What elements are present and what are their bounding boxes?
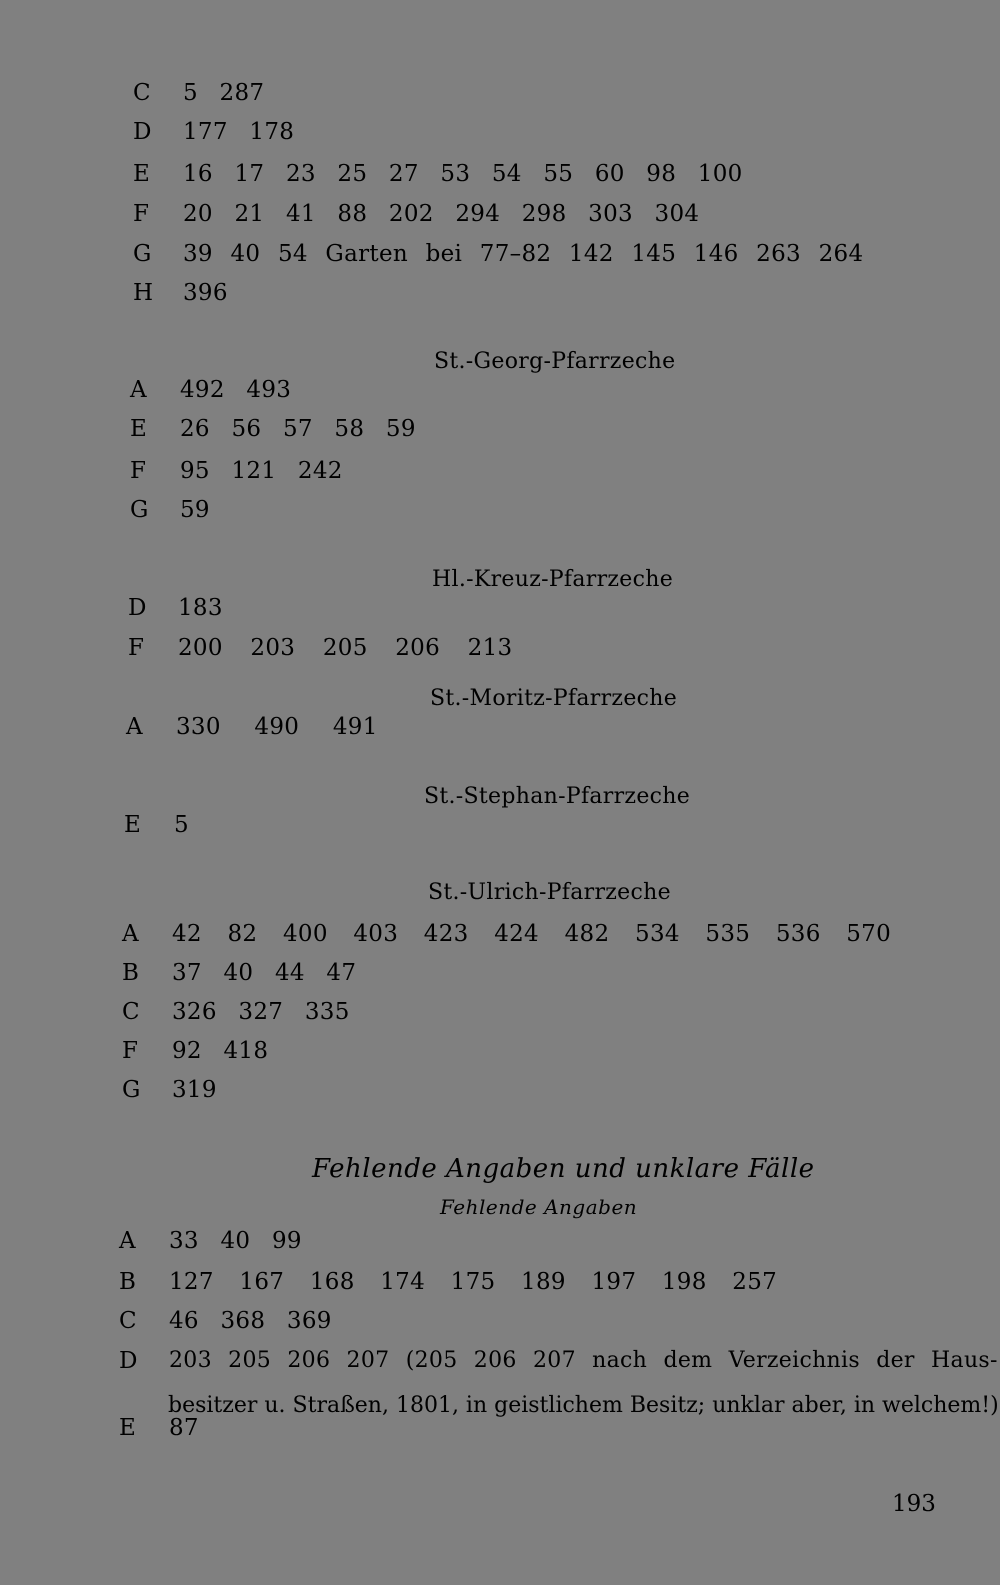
row-numbers: 39 40 54 Garten bei 77–82 142 145 146 263 264 (183, 241, 864, 267)
row-numbers: 326 327 335 (172, 999, 350, 1025)
row-numbers: 319 (172, 1077, 217, 1103)
row-letter: A (130, 377, 147, 403)
row-numbers: 492 493 (180, 377, 292, 403)
row-letter: B (122, 960, 140, 986)
section-heading-ulrich: St.-Ulrich-Pfarrzeche (428, 880, 671, 905)
row-numbers: 37 40 44 47 (172, 960, 357, 986)
section-heading-moritz: St.-Moritz-Pfarrzeche (430, 686, 678, 711)
row-numbers: 33 40 99 (169, 1228, 302, 1254)
row-numbers: 5 287 (183, 80, 265, 106)
section-title-missing: Fehlende Angaben und unklare Fälle (312, 1154, 815, 1184)
row-letter: G (122, 1077, 141, 1103)
section-heading-georg: St.-Georg-Pfarrzeche (434, 349, 676, 374)
page-number: 193 (892, 1491, 936, 1517)
row-letter: G (130, 497, 149, 523)
row-numbers: 16 17 23 25 27 53 54 55 60 98 100 (183, 161, 743, 187)
section-subtitle-missing: Fehlende Angaben (440, 1195, 638, 1219)
row-letter: E (124, 812, 142, 838)
row-letter: C (133, 80, 151, 106)
row-letter: B (119, 1269, 137, 1295)
row-numbers: 42 82 400 403 423 424 482 534 535 536 570 (172, 921, 892, 947)
row-numbers: 59 (180, 497, 210, 523)
section-heading-kreuz: Hl.-Kreuz-Pfarrzeche (432, 567, 674, 592)
row-letter: A (126, 714, 143, 740)
row-numbers: 26 56 57 58 59 (180, 416, 416, 442)
row-numbers: 330 490 491 (176, 714, 378, 740)
row-numbers: 20 21 41 88 202 294 298 303 304 (183, 201, 700, 227)
row-letter: E (119, 1415, 137, 1441)
row-letter: D (133, 119, 152, 145)
row-numbers: 95 121 242 (180, 458, 343, 484)
row-letter: E (130, 416, 148, 442)
row-numbers: 46 368 369 (169, 1308, 332, 1334)
row-letter: F (128, 635, 145, 661)
row-letter: D (128, 595, 147, 621)
row-letter: F (122, 1038, 139, 1064)
row-letter: A (119, 1228, 136, 1254)
row-numbers: 200 203 205 206 213 (178, 635, 513, 661)
row-letter: D (119, 1348, 138, 1374)
row-continuation: besitzer u. Straßen, 1801, in geistlichem Besitz; unklar aber, in welchem!) (168, 1393, 999, 1418)
row-numbers: 92 418 (172, 1038, 269, 1064)
row-letter: F (130, 458, 147, 484)
row-letter: H (133, 280, 154, 306)
row-numbers: 87 (169, 1415, 199, 1441)
row-numbers: 183 (178, 595, 223, 621)
row-letter: C (122, 999, 140, 1025)
row-letter: C (119, 1308, 137, 1334)
row-numbers: 127 167 168 174 175 189 197 198 257 (169, 1269, 778, 1295)
section-heading-stephan: St.-Stephan-Pfarrzeche (424, 784, 691, 809)
row-letter: E (133, 161, 151, 187)
row-letter: G (133, 241, 152, 267)
row-letter: A (122, 921, 139, 947)
row-numbers: 396 (183, 280, 228, 306)
row-letter: F (133, 201, 150, 227)
row-numbers: 177 178 (183, 119, 295, 145)
row-numbers: 5 (174, 812, 189, 838)
row-numbers: 203 205 206 207 (205 206 207 nach dem Verzeichnis der Haus- (169, 1348, 998, 1373)
